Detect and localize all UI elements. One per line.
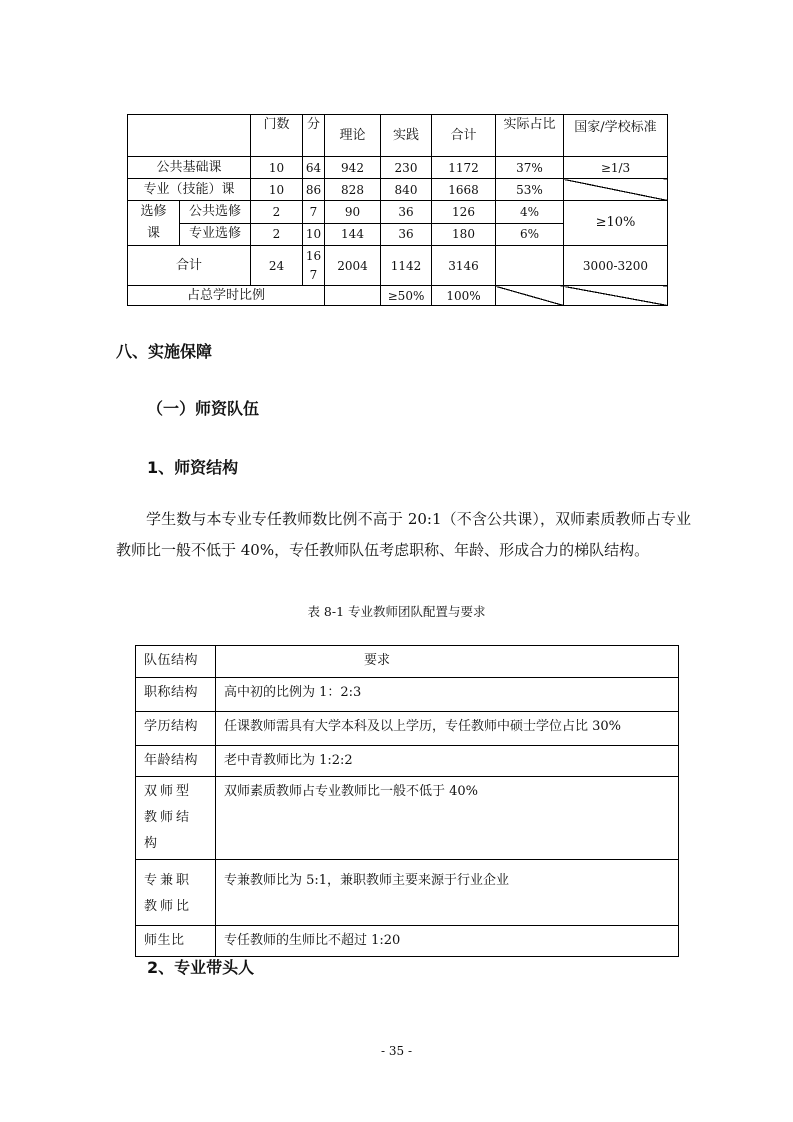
row-label: 双师型教师结构 [136, 777, 216, 860]
page-number: - 35 - [380, 1044, 412, 1058]
row-label: 专业（技能）课 [128, 179, 251, 201]
table-cell: 10 [251, 157, 303, 179]
table-cell: 36 [381, 201, 432, 224]
table-cell: ≥10% [564, 201, 668, 246]
table-cell: 828 [325, 179, 381, 201]
row-label: 职称结构 [136, 678, 216, 712]
table-cell: 1668 [432, 179, 496, 201]
table-cell: 144 [325, 223, 381, 246]
row-label: 专兼职教师比 [136, 860, 216, 926]
header-cell: 实践 [381, 115, 432, 157]
table-cell: 126 [432, 201, 496, 224]
table-header-row [136, 646, 679, 678]
table-cell: 2 [251, 223, 303, 246]
header-cell [128, 115, 251, 157]
item-heading: 2、专业带头人 [147, 958, 255, 977]
table-cell: 942 [325, 157, 381, 179]
table-cell: 36 [381, 223, 432, 246]
header-cell: 合计 [432, 115, 496, 157]
table-cell: 37% [496, 157, 564, 179]
row-label: 年龄结构 [136, 746, 216, 777]
table-cell: 任课教师需具有大学本科及以上学历，专任教师中硕士学位占比 30% [216, 712, 679, 746]
table-cell: 100% [432, 286, 496, 306]
header-cell: 门数 [251, 115, 303, 157]
table-cell: 1142 [381, 246, 432, 286]
group-label: 选修课 [128, 201, 180, 246]
table-cell: 7 [303, 201, 325, 224]
header-cell: 队伍结构 [136, 646, 216, 678]
table-cell: 1172 [432, 157, 496, 179]
table-cell: 90 [325, 201, 381, 224]
header-cell: 理论 [325, 115, 381, 157]
row-label: 师生比 [136, 926, 216, 957]
row-label: 占总学时比例 [128, 286, 325, 306]
table-cell: 840 [381, 179, 432, 201]
table-row [128, 179, 668, 201]
course-hours-table [127, 114, 668, 306]
table-row [136, 746, 679, 777]
team-config-table [135, 645, 679, 957]
table-row [136, 860, 679, 926]
table-row [128, 157, 668, 179]
table-caption: 表 8-1 专业教师团队配置与要求 [307, 604, 486, 619]
table-row [136, 777, 679, 860]
empty-diagonal-cell [496, 286, 564, 306]
empty-diagonal-cell [564, 179, 668, 201]
table-cell: 6% [496, 223, 564, 246]
table-cell: 高中初的比例为 1：2:3 [216, 678, 679, 712]
table-cell: 老中青教师比为 1:2:2 [216, 746, 679, 777]
table-cell: 4% [496, 201, 564, 224]
table-cell: 2 [251, 201, 303, 224]
table-row [128, 246, 668, 286]
body-paragraph: 学生数与本专业专任教师数比例不高于 20:1（不含公共课），双师素质教师占专业教师比一般不低于 40%，专任教师队伍考虑职称、年龄、形成合力的梯队结构。 [116, 510, 691, 559]
table-cell: 230 [381, 157, 432, 179]
table-cell: 3000-3200 [564, 246, 668, 286]
table-row [128, 201, 668, 224]
table-row [136, 678, 679, 712]
item-heading: 1、师资结构 [147, 458, 239, 477]
section-heading: 八、实施保障 [116, 342, 213, 361]
table-cell: ≥1/3 [564, 157, 668, 179]
table-cell [325, 286, 381, 306]
table-cell: 专兼教师比为 5:1，兼职教师主要来源于行业企业 [216, 860, 679, 926]
empty-diagonal-cell [564, 286, 668, 306]
row-label: 专业选修 [180, 223, 251, 246]
table-row [128, 286, 668, 306]
table-cell: 双师素质教师占专业教师比一般不低于 40% [216, 777, 679, 860]
table-row [136, 712, 679, 746]
table-cell: 24 [251, 246, 303, 286]
table-cell: 3146 [432, 246, 496, 286]
table-cell: 180 [432, 223, 496, 246]
header-cell: 分 [303, 115, 325, 157]
table-cell: 167 [303, 246, 325, 286]
table-header-row [128, 115, 668, 157]
table-cell: 2004 [325, 246, 381, 286]
table-cell: 10 [251, 179, 303, 201]
table-row [136, 926, 679, 957]
table-cell: 10 [303, 223, 325, 246]
row-label: 学历结构 [136, 712, 216, 746]
table-cell: 64 [303, 157, 325, 179]
subsection-heading: （一）师资队伍 [147, 399, 260, 418]
row-label: 合计 [128, 246, 251, 286]
header-cell: 实际占比 [496, 115, 564, 157]
table-cell [496, 246, 564, 286]
table-cell: 专任教师的生师比不超过 1:20 [216, 926, 679, 957]
row-label: 公共选修 [180, 201, 251, 224]
table-cell: 53% [496, 179, 564, 201]
table-cell: ≥50% [381, 286, 432, 306]
header-cell: 要求 [216, 646, 679, 678]
header-cell: 国家/学校标准 [564, 115, 668, 157]
table-cell: 86 [303, 179, 325, 201]
row-label: 公共基础课 [128, 157, 251, 179]
